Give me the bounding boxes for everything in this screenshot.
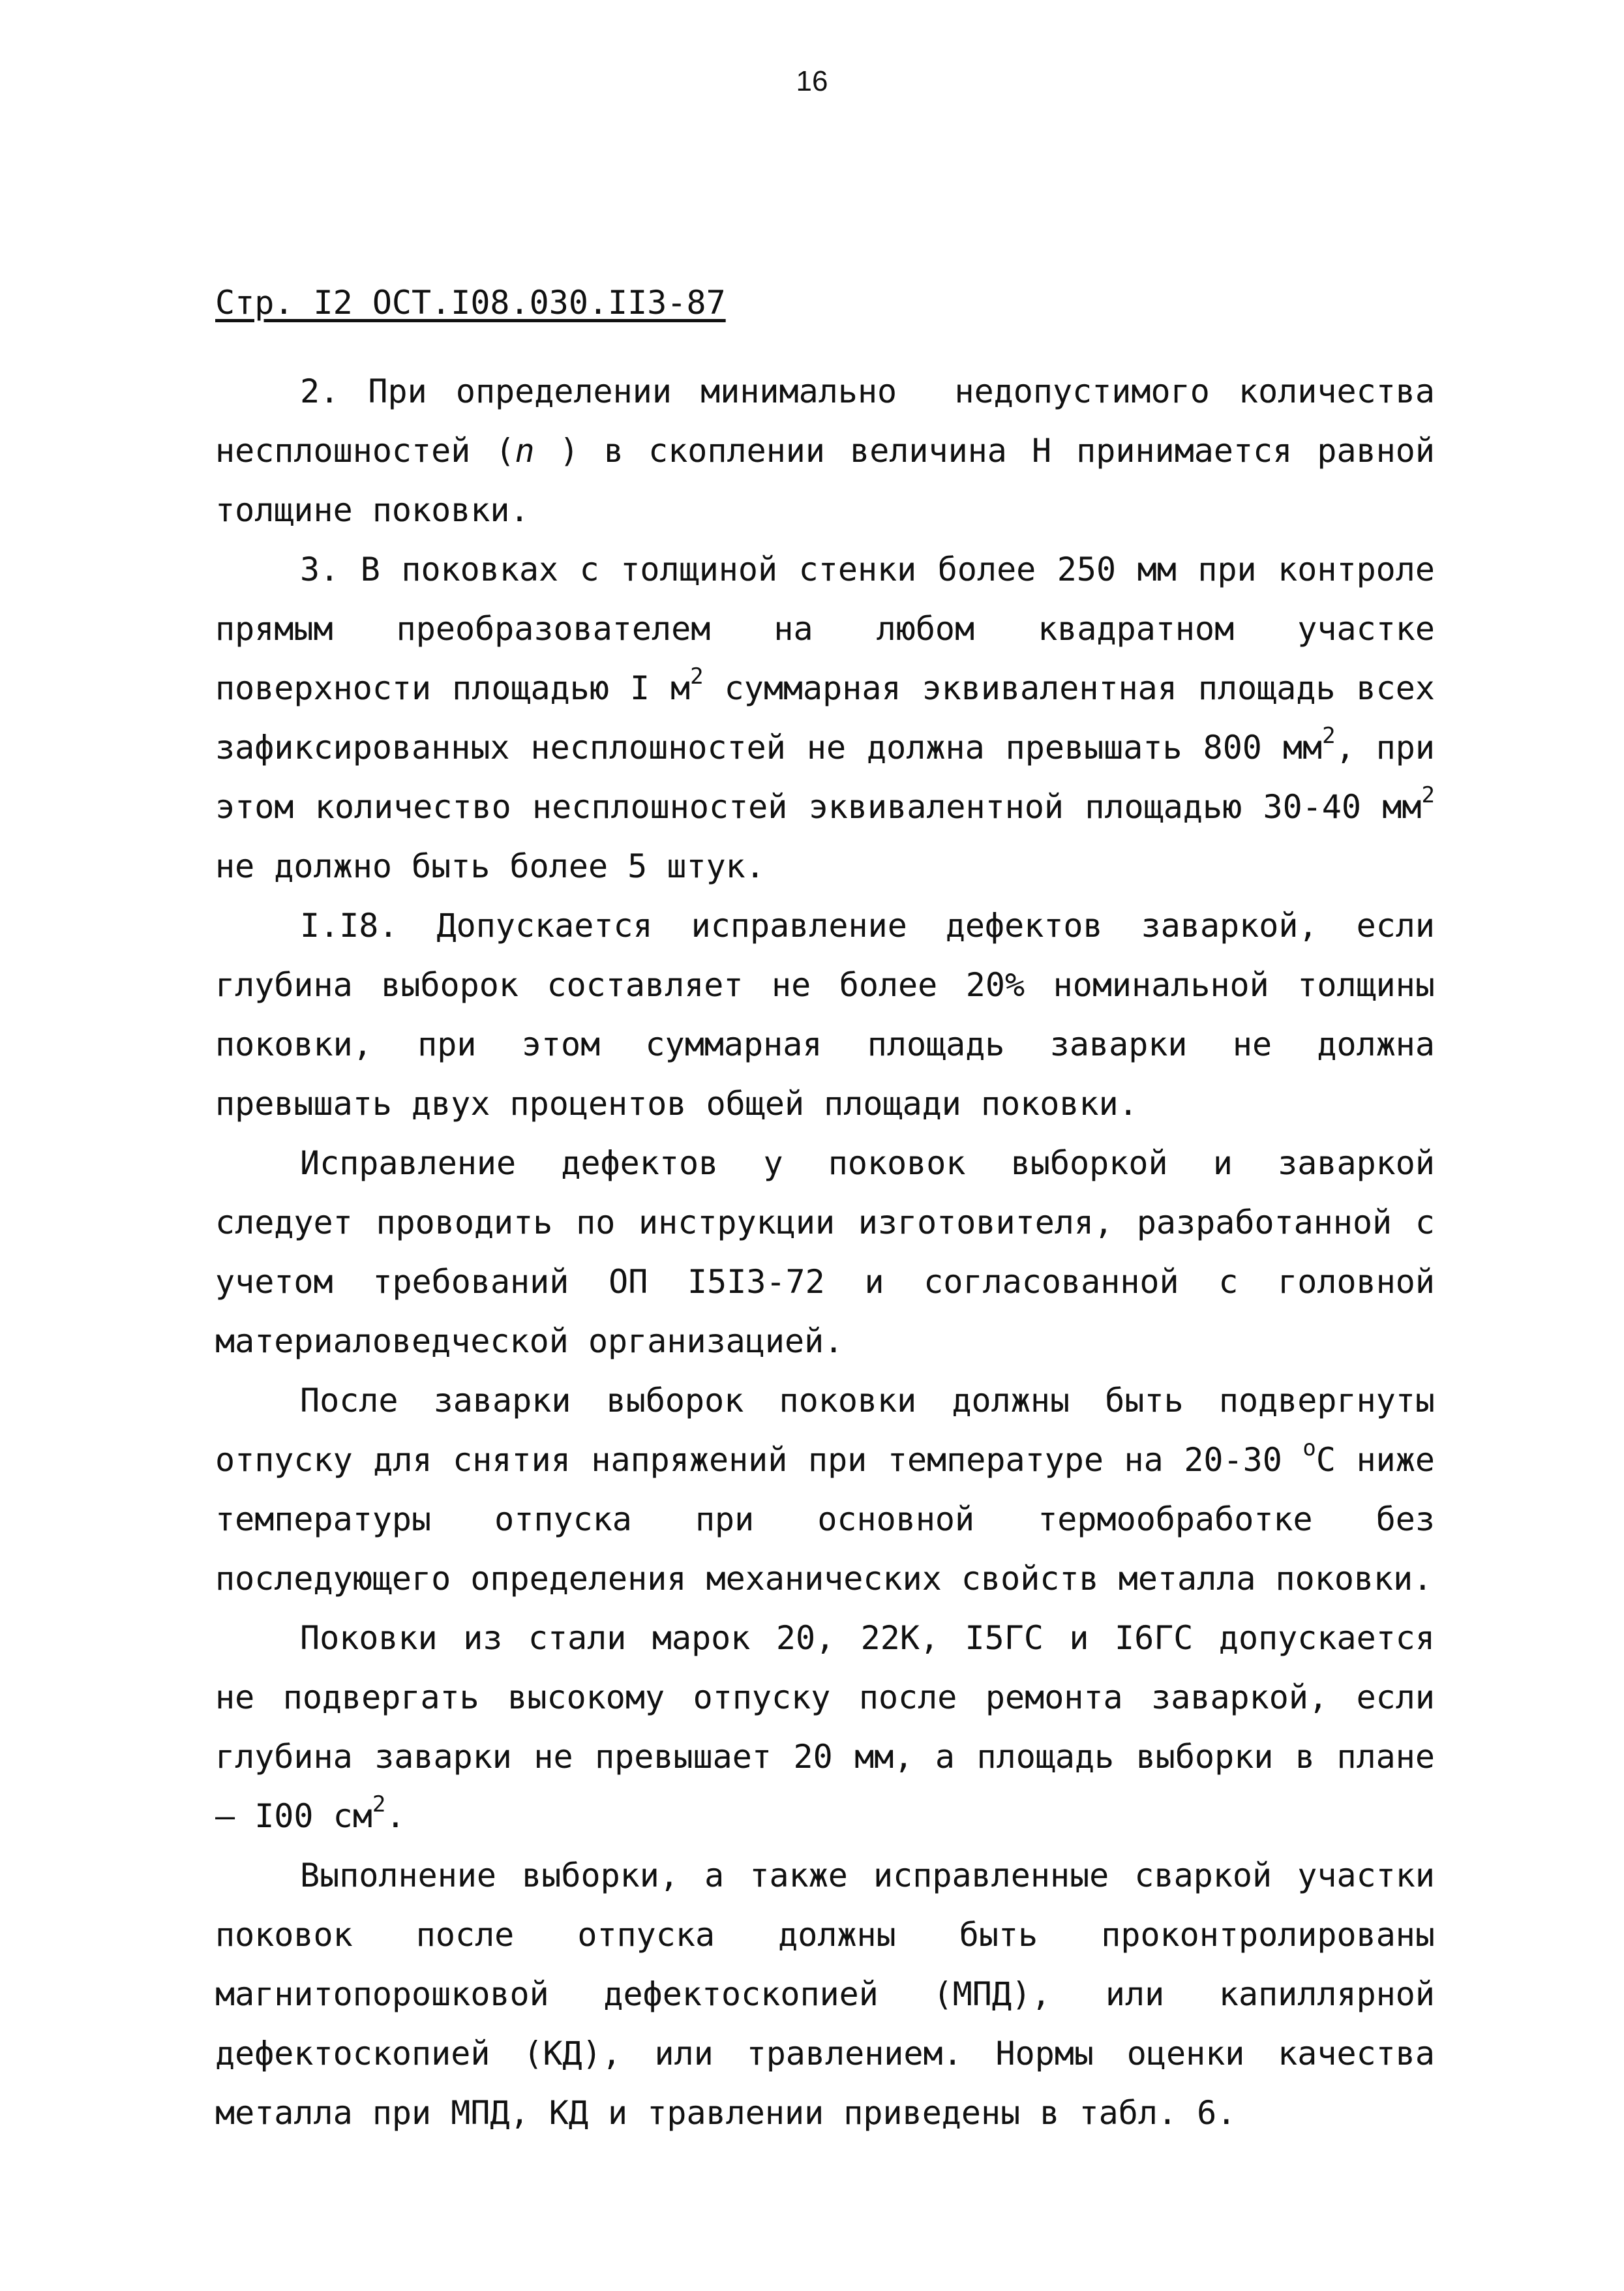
tempering-text-b: С ниже температуры отпуска при основной термообработке без последующего определения механических свойств металла поковки. [215,1441,1455,1598]
document-body [215,362,1455,2143]
variable-n: n [515,432,535,470]
paragraph-tempering [215,1371,1455,1609]
note-3-text-d: не должно быть более 5 штук. [215,788,1455,885]
page-number: 16 [796,65,828,97]
tempering-text-a: После заварки выборок поковки должны быть подвергнуты отпуску для снятия напряжений при температуре на 20-30 [215,1382,1455,1479]
paragraph-steel-grades [215,1609,1455,1846]
superscript: 2 [1322,723,1336,749]
note-3-text-c: , при этом количество несплошностей эквивалентной площадью 30-40 мм [215,729,1455,826]
superscript: o [1302,1435,1316,1461]
superscript: 2 [690,663,704,690]
paragraph-1-18: I.I8. Допускается исправление дефектов заваркой, если глубина выборок составляет не более 20% номинальной толщины поковки, при этом суммарная площадь заварки не должна превышать двух процентов общей площади поковки. [215,907,1455,1123]
note-3-text-a: 3. В поковках с толщиной стенки более 250 мм при контроле прямым преобразователем на любом квадратном участке поверхности площадью I м [215,551,1455,707]
steel-text-b: . [385,1797,406,1835]
paragraph-note-2 [215,362,1455,540]
document-reference-header: Стр. I2 ОСТ.I08.030.II3-87 [215,284,726,322]
note-2-text-a: 2. При определении минимально недопустимого количества несплошностей ( [215,372,1455,470]
superscript: 2 [1421,782,1435,808]
paragraph-inspection: Выполнение выборки, а также исправленные сваркой участки поковок после отпуска должны быть проконтролированы магнитопорошковой дефектоскопией (МПД), или капиллярной дефектоскопией (КД), или травлением. Нормы оценки качества металла при МПД, КД и травлении приведены в табл. 6. [215,1857,1455,2132]
paragraph-repair-instructions: Исправление дефектов у поковок выборкой и заваркой следует проводить по инструкции изготовителя, разработанной с учетом требований ОП I5I3-72 и согласованной с головной материаловедческой организацией. [215,1144,1455,1360]
paragraph-note-3 [215,540,1455,896]
steel-text-a: Поковки из стали марок 20, 22К, I5ГС и I6ГС допускается не подвергать высокому отпуску после ремонта заваркой, если глубина заварки не превышает 20 мм, а площадь выборки в плане – I00 см [215,1619,1455,1835]
superscript: 2 [372,1791,386,1817]
note-2-text-b: ) в скоплении величина Н принимается равной толщине поковки. [215,432,1455,529]
note-3-text-b: суммарная эквивалентная площадь всех зафиксированных несплошностей не должна превышать 800 мм [215,669,1455,766]
